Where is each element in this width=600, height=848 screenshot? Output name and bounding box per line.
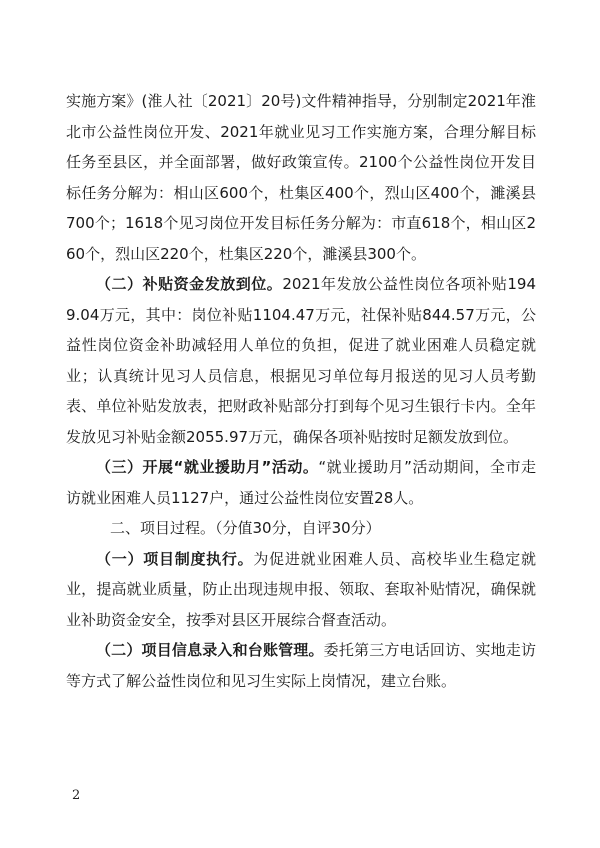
section-heading-project-process: 二、项目过程。（分值30分，自评30分）	[110, 519, 381, 537]
paragraph-system-execution	[66, 544, 536, 636]
system-execution-body: 为促进就业困难人员、高校毕业生稳定就业，提高就业质量，防止出现违规申报、领取、套取补贴情况，确保就业补助资金安全，按季对县区开展综合督查活动。	[66, 549, 536, 629]
paragraph-subsidy-funds	[66, 269, 536, 452]
ledger-management-heading: （二）项目信息录入和台账管理。	[96, 641, 324, 659]
system-execution-heading: （一）项目制度执行。	[96, 549, 254, 568]
document-body	[66, 86, 536, 696]
subsidy-funds-body: 2021年发放公益性岗位各项补贴1949.04万元，其中：岗位补贴1104.47万元，社保补贴844.57万元，公益性岗位资金补助减轻用人单位的负担，促进了就业困难人员稳定就业；认真统计见习人员信息，根据见习单位每月报送的见习人员考勤表、单位补贴发放表，把财政补贴部分打到每个见习生银行卡内。全年发放见习补贴金额2055.97万元，确保各项补贴按时足额发放到位。	[66, 275, 536, 446]
employment-aid-month-body: “就业援助月”活动期间，全市走访就业困难人员1127户，通过公益性岗位安置28人。	[66, 458, 537, 507]
page-number: 2	[72, 788, 81, 803]
subsidy-funds-heading: （二）补贴资金发放到位。	[96, 275, 283, 293]
paragraph-ledger-management	[66, 635, 536, 696]
paragraph-implementation-plan: 实施方案》(淮人社〔2021〕20号)文件精神指导，分别制定2021年淮北市公益性岗位开发、2021年就业见习工作实施方案，合理分解目标任务至县区，并全面部署，做好政策宣传。2100个公益性岗位开发目标任务分解为：相山区600个，杜集区400个，烈山区400个，濉溪县700个；1618个见习岗位开发目标任务分解为：市直618个，相山区260个，烈山区220个，杜集区220个，濉溪县300个。	[66, 92, 536, 263]
employment-aid-month-heading: （三）开展“就业援助月”活动。	[96, 458, 319, 476]
paragraph-employment-aid-month	[66, 452, 536, 513]
ledger-management-body: 委托第三方电话回访、实地走访等方式了解公益性岗位和见习生实际上岗情况，建立台账。	[66, 641, 536, 690]
